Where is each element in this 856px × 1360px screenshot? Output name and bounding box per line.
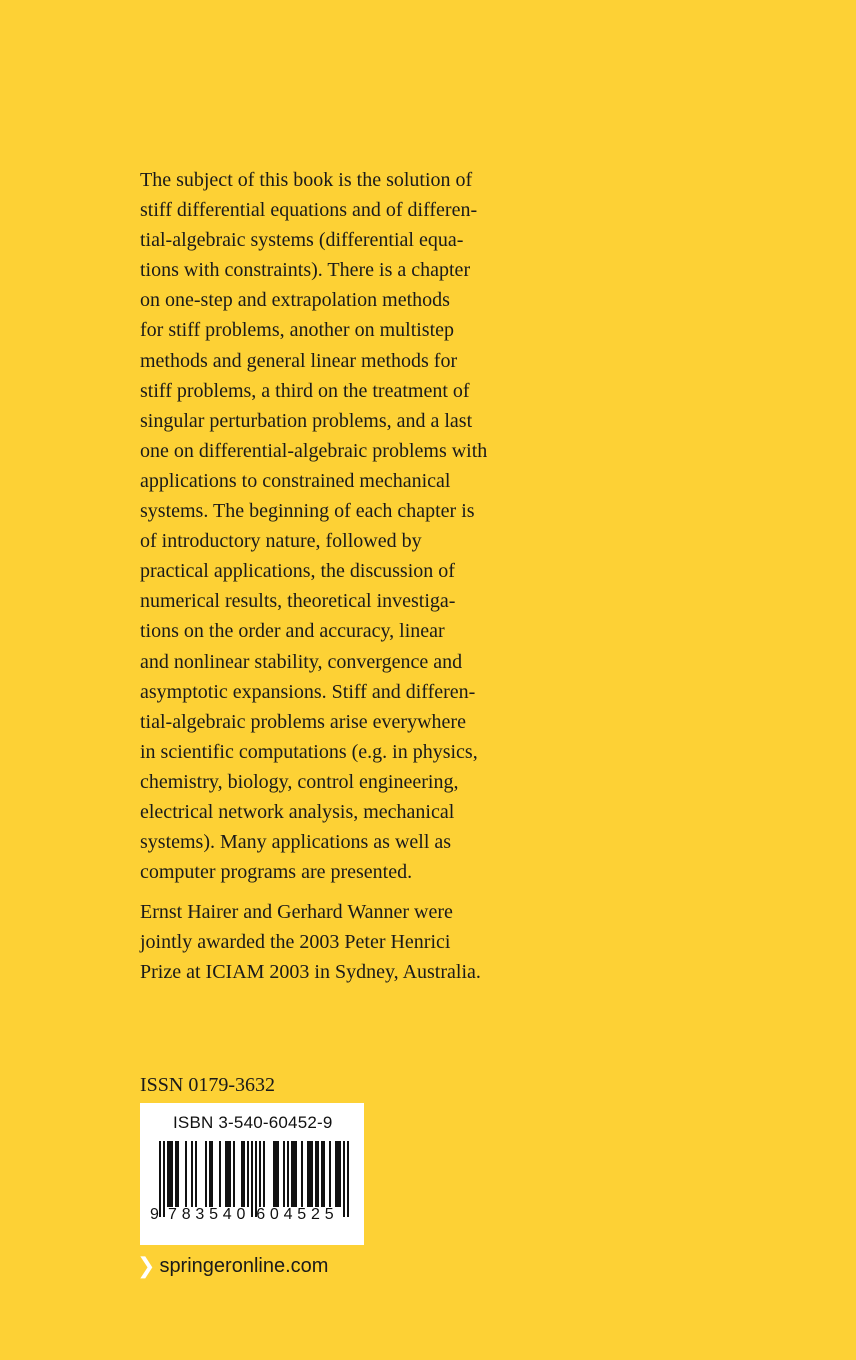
barcode-bar bbox=[295, 1141, 297, 1207]
barcode-bar bbox=[315, 1141, 317, 1207]
blurb-line: tial-algebraic systems (differential equa- bbox=[140, 229, 464, 252]
barcode-bar bbox=[323, 1141, 325, 1207]
blurb-line: one on differential-algebraic problems with bbox=[140, 439, 488, 462]
barcode-digit-group-left: 783540 bbox=[168, 1206, 251, 1223]
barcode-bar bbox=[247, 1141, 249, 1207]
blurb-line: asymptotic expansions. Stiff and differen- bbox=[140, 680, 476, 703]
barcode-bar bbox=[317, 1141, 319, 1207]
barcode-bar bbox=[233, 1141, 235, 1207]
barcode-bar bbox=[283, 1141, 285, 1207]
blurb-line: practical applications, the discussion of bbox=[140, 560, 455, 583]
barcode-bar bbox=[273, 1141, 275, 1207]
award-line: Ernst Hairer and Gerhard Wanner were bbox=[140, 901, 453, 923]
barcode-bar bbox=[243, 1141, 245, 1207]
back-cover-blurb bbox=[140, 165, 540, 887]
blurb-line: methods and general linear methods for bbox=[140, 349, 458, 372]
barcode-bar bbox=[293, 1141, 295, 1207]
barcode-bar bbox=[211, 1141, 213, 1207]
issn-number: ISSN 0179-3632 bbox=[140, 1074, 276, 1096]
barcode-bar bbox=[171, 1141, 173, 1207]
blurb-line: applications to constrained mechanical bbox=[140, 469, 451, 492]
barcode-bar bbox=[205, 1141, 207, 1207]
blurb-line: tions on the order and accuracy, linear bbox=[140, 620, 445, 643]
blurb-line: and nonlinear stability, convergence and bbox=[140, 650, 463, 673]
blurb-line: tial-algebraic problems arise everywhere bbox=[140, 710, 466, 733]
blurb-line: stiff problems, a third on the treatment of bbox=[140, 379, 470, 402]
barcode-bar bbox=[335, 1141, 337, 1207]
barcode-bar bbox=[227, 1141, 229, 1207]
barcode-lead-digit: 9 bbox=[150, 1206, 159, 1223]
barcode-bar bbox=[225, 1141, 227, 1207]
barcode-bar bbox=[291, 1141, 293, 1207]
barcode-bar bbox=[301, 1141, 303, 1207]
blurb-line: stiff differential equations and of differen- bbox=[140, 199, 478, 222]
blurb-line: in scientific computations (e.g. in physics, bbox=[140, 740, 478, 763]
barcode-bar bbox=[259, 1141, 261, 1207]
barcode-digit-group-right: 604525 bbox=[256, 1206, 339, 1223]
barcode-bar bbox=[263, 1141, 265, 1207]
publisher-url: springeronline.com bbox=[159, 1254, 329, 1277]
barcode-bar bbox=[277, 1141, 279, 1207]
barcode-bar bbox=[311, 1141, 313, 1207]
barcode-bar bbox=[337, 1141, 339, 1207]
blurb-line: The subject of this book is the solution of bbox=[140, 169, 473, 191]
blurb-line: singular perturbation problems, and a last bbox=[140, 409, 473, 432]
barcode-bar bbox=[307, 1141, 309, 1207]
blurb-line: on one-step and extrapolation methods bbox=[140, 289, 450, 312]
barcode-bar bbox=[167, 1141, 169, 1207]
barcode-bar bbox=[177, 1141, 179, 1207]
barcode-bar bbox=[287, 1141, 289, 1207]
chevron-right-icon: ❯ bbox=[137, 1253, 156, 1278]
barcode-bar bbox=[175, 1141, 177, 1207]
award-line: jointly awarded the 2003 Peter Henrici bbox=[140, 931, 451, 954]
blurb-line: of introductory nature, followed by bbox=[140, 530, 422, 553]
blurb-line: tions with constraints). There is a chapter bbox=[140, 259, 471, 282]
barcode-digits bbox=[150, 1206, 358, 1224]
blurb-line: chemistry, biology, control engineering, bbox=[140, 770, 459, 793]
barcode-bar bbox=[195, 1141, 197, 1207]
barcode-bar bbox=[329, 1141, 331, 1207]
publisher-link[interactable] bbox=[137, 1250, 328, 1282]
blurb-line: for stiff problems, another on multistep bbox=[140, 319, 455, 342]
barcode-bar bbox=[241, 1141, 243, 1207]
isbn-barcode bbox=[140, 1103, 364, 1245]
barcode-bar bbox=[209, 1141, 211, 1207]
blurb-line: numerical results, theoretical investiga- bbox=[140, 590, 456, 613]
blurb-line: electrical network analysis, mechanical bbox=[140, 800, 455, 823]
barcode-bar bbox=[185, 1141, 187, 1207]
blurb-line: systems. The beginning of each chapter is bbox=[140, 500, 475, 523]
barcode-bar bbox=[169, 1141, 171, 1207]
barcode-bar bbox=[321, 1141, 323, 1207]
barcode-bar bbox=[229, 1141, 231, 1207]
award-line: Prize at ICIAM 2003 in Sydney, Australia. bbox=[140, 961, 481, 984]
barcode-bar bbox=[339, 1141, 341, 1207]
barcode-bar bbox=[309, 1141, 311, 1207]
blurb-line: systems). Many applications as well as bbox=[140, 831, 452, 854]
isbn-label: ISBN 3-540-60452-9 bbox=[173, 1113, 333, 1132]
barcode-bar bbox=[219, 1141, 221, 1207]
barcode-bar bbox=[275, 1141, 277, 1207]
award-paragraph bbox=[140, 897, 540, 987]
blurb-line: computer programs are presented. bbox=[140, 861, 413, 884]
barcode-bar bbox=[191, 1141, 193, 1207]
